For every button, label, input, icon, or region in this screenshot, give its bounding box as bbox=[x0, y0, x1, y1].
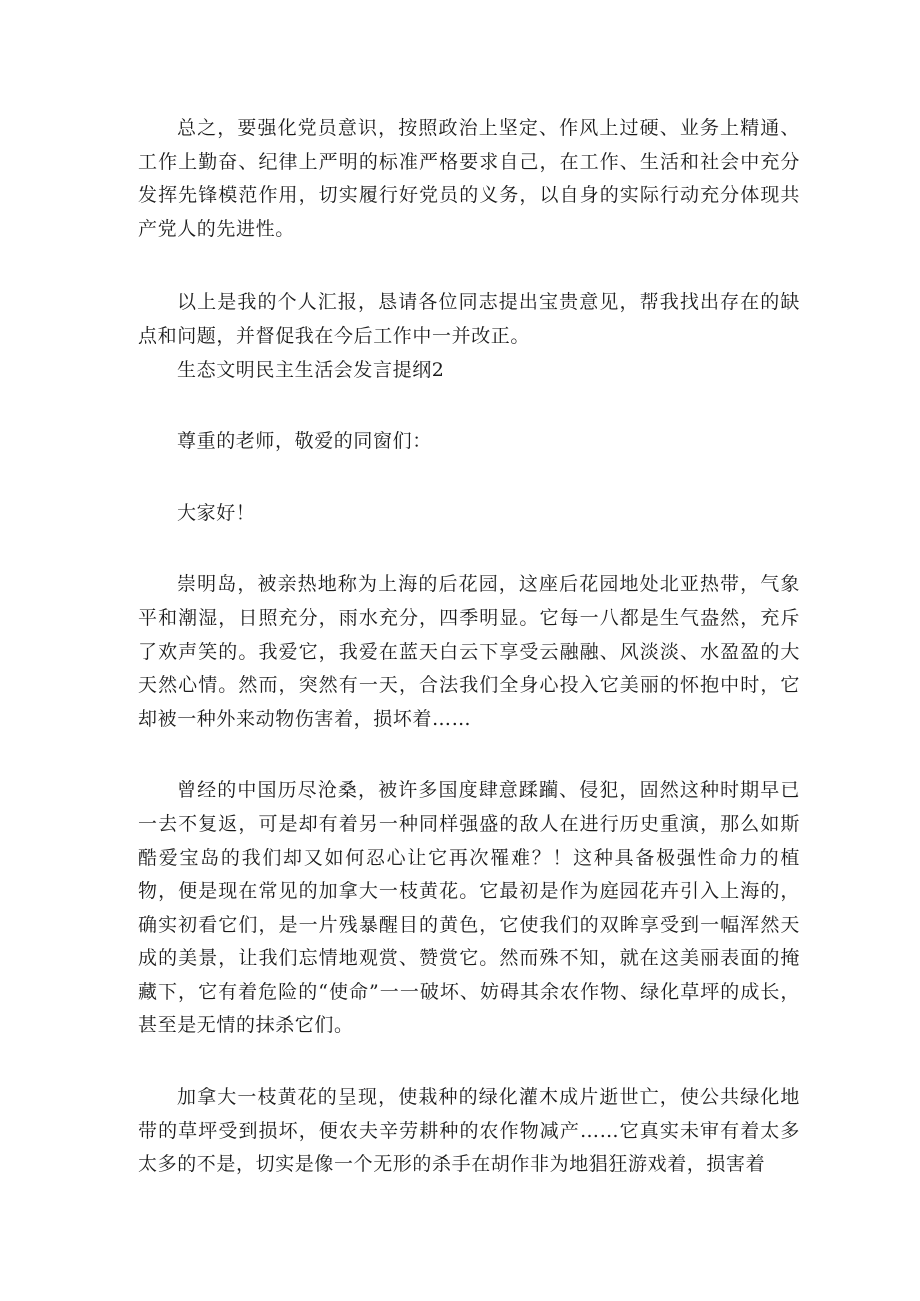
paragraph-report-closing: 以上是我的个人汇报，恳请各位同志提出宝贵意见，帮我找出存在的缺点和问题，并督促我在今后工作中一并改正。 bbox=[138, 291, 800, 347]
paragraph-chongming: 崇明岛，被亲热地称为上海的后花园，这座后花园地处北亚热带，气象平和潮湿，日照充分，雨水充分，四季明显。它每一八都是生气盎然，充斥了欢声笑的。我爱它，我爱在蓝天白云下享受云融融、风淡淡、水盈盈的大天然心情。然而，突然有一天，合法我们全身心投入它美丽的怀抱中时，它却被一种外来动物伤害着，损坏着…… bbox=[138, 573, 800, 730]
paragraph-hello: 大家好！ bbox=[177, 501, 256, 524]
paragraph-greeting: 尊重的老师，敬爱的同窗们： bbox=[177, 430, 432, 453]
section-title: 生态文明民主生活会发言提纲2 bbox=[177, 358, 445, 381]
paragraph-history: 曾经的中国历尽沧桑，被许多国度肆意蹂躏、侵犯，固然这种时期早已一去不复返，可是却有着另一种同样强盛的敌人在进行历史重演，那么如斯酷爱宝岛的我们却又如何忍心让它再次罹难？！这种具备极强性命力的植物，便是现在常见的加拿大一枝黄花。它最初是作为庭园花卉引入上海的，确实初看它们，是一片残暴醒目的黄色，它使我们的双眸享受到一幅浑然天成的美景，让我们忘情地观赏、赞赏它。然而殊不知，就在这美丽表面的掩藏下，它有着危险的“使命”一一破坏、妨碍其余农作物、绿化草坪的成长，甚至是无情的抹杀它们。 bbox=[138, 779, 800, 1037]
paragraph-goldenrod: 加拿大一枝黄花的呈现，使栽种的绿化灌木成片逝世亡，使公共绿化地带的草坪受到损坏，便农夫辛劳耕种的农作物减产……它真实未审有着太多太多的不是，切实是像一个无形的杀手在胡作非为地猖狂游戏着，损害着 bbox=[138, 1086, 800, 1176]
paragraph-conclusion: 总之，要强化党员意识，按照政治上坚定、作风上过硬、业务上精通、工作上勤奋、纪律上严明的标准严格要求自己，在工作、生活和社会中充分发挥先锋模范作用，切实履行好党员的义务，以自身的实际行动充分体现共产党人的先进性。 bbox=[138, 117, 800, 240]
